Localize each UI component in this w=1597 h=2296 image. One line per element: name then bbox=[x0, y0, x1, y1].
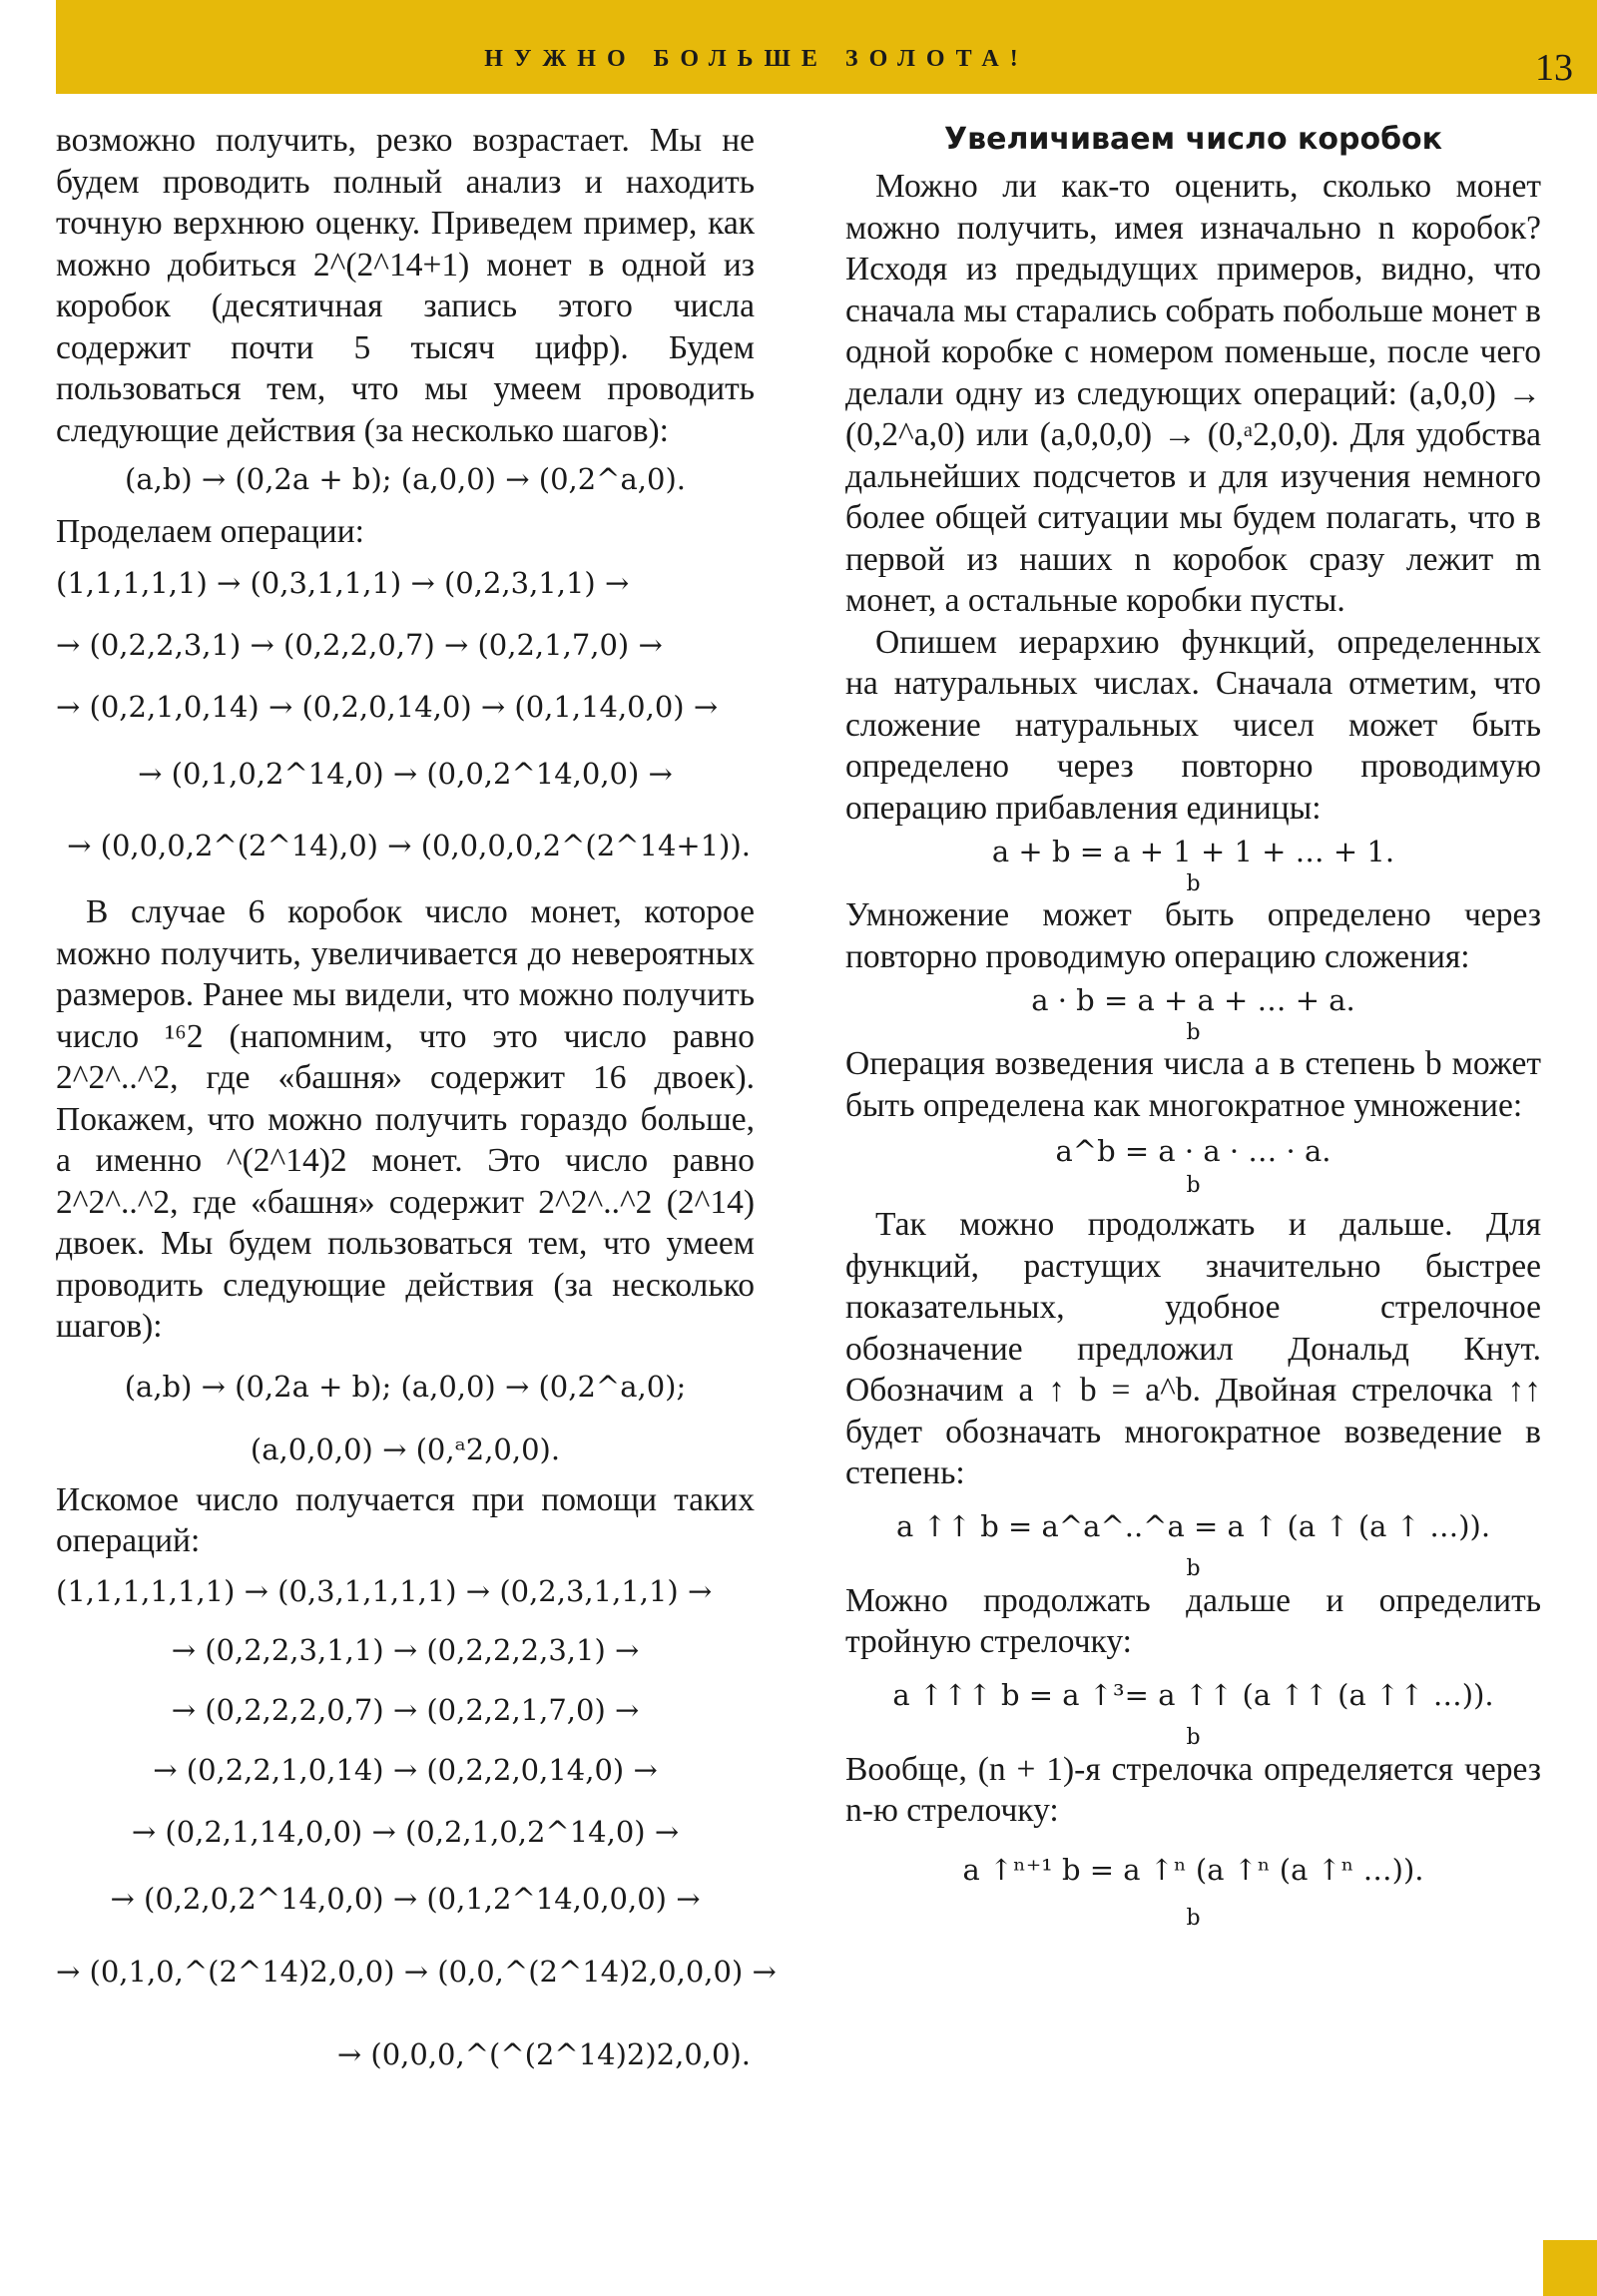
operations-formula-2: (a,b) → (0,2a + b); (a,0,0) → (0,2^a,0); bbox=[124, 1369, 687, 1404]
brace-label: b bbox=[1186, 1020, 1201, 1045]
brace-label: b bbox=[1186, 1555, 1201, 1581]
chain-line: → (0,2,2,3,1,1) → (0,2,2,2,3,1) → bbox=[171, 1632, 640, 1667]
formula-multiplication: a · b = a + a + … + a. bbox=[1031, 983, 1355, 1017]
right-paragraph-2: Опишем иерархию функций, определенных на натуральных числах. Сначала отметим, что сложение натуральных чисел может быть определено через повторно проводимую операцию прибавления единицы: bbox=[845, 623, 1541, 827]
chain-line: → (0,2,2,2,0,7) → (0,2,2,1,7,0) → bbox=[171, 1692, 640, 1727]
formula-addition: a + b = a + 1 + 1 + … + 1. bbox=[991, 835, 1395, 868]
left-paragraph-1: возможно получить, резко возрастает. Мы не будем проводить полный анализ и находить точную верхнюю оценку. Приведем пример, как можно добиться 2^(2^14+1) монет в одной из коробок (десятичная запись этого числа содержит почти 5 тысяч цифр). Будем пользоваться тем, что мы умеем проводить следующие действия (за несколько шагов): bbox=[56, 122, 755, 449]
left-paragraph-3: В случае 6 коробок число монет, которое можно получить, увеличивается до невероятных размеров. Ранее мы видели, что можно получить число ¹⁶2 (напомним, что это число равно 2^2^..^2, где «башня» содержит 16 двоек). Покажем, что можно получить гораздо больше, а именно ^(2^14)2 монет. Это число равно 2^2^..^2, где «башня» содержит 2^2^..^2 (2^14) двоек. Мы будем пользоваться тем, что умеем проводить следующие действия (за несколько шагов): bbox=[56, 893, 755, 1345]
chain-line: (1,1,1,1,1) → (0,3,1,1,1) → (0,2,3,1,1) → bbox=[56, 566, 630, 600]
chain-line: → (0,2,1,0,14) → (0,2,0,14,0) → (0,1,14,0,0) → bbox=[56, 690, 719, 724]
right-paragraph-1: Можно ли как-то оценить, сколько монет можно получить, имея изначально n коробок? Исходя из предыдущих примеров, видно, что сначала мы старались собрать побольше монет в одной коробке с номером поменьше, после чего делали одну из следующих операций: (a,0,0) → (0,2^a,0) или (a,0,0,0) → (0,ᵃ2,0,0). Для удобства дальнейших подсчетов и для изучения немного более общей ситуации мы будем полагать, что в первой из наших n коробок сразу лежит m монет, а остальные коробки пусты. bbox=[845, 168, 1541, 619]
operations-formula-3: (a,0,0,0) → (0,ᵃ2,0,0). bbox=[250, 1432, 561, 1466]
left-paragraph-4: Искомое число получается при помощи таких операций: bbox=[56, 1480, 755, 1559]
chain-line: → (0,2,2,1,0,14) → (0,2,2,0,14,0) → bbox=[153, 1752, 658, 1787]
brace-label: b bbox=[1186, 871, 1201, 896]
chain-line: → (0,1,0,^(2^14)2,0,0) → (0,0,^(2^14)2,0,0,0) → bbox=[56, 1954, 777, 1989]
page-number: 13 bbox=[1535, 47, 1573, 89]
brace-label: b bbox=[1186, 1173, 1201, 1198]
corner-tab bbox=[1543, 2240, 1597, 2296]
brace-label: b bbox=[1186, 1905, 1201, 1931]
section-heading: Увеличиваем число коробок bbox=[943, 122, 1442, 157]
formula-double-arrow: a ↑↑ b = a^a^..^a = a ↑ (a ↑ (a ↑ …)). bbox=[895, 1508, 1491, 1543]
right-column bbox=[845, 120, 1541, 1930]
chain-line: → (0,2,0,2^14,0,0) → (0,1,2^14,0,0,0) → bbox=[110, 1881, 701, 1916]
chain-line: → (0,2,2,3,1) → (0,2,2,0,7) → (0,2,1,7,0) → bbox=[56, 628, 663, 662]
right-paragraph-4: Операция возведения числа a в степень b может быть определена как многократное умножение: bbox=[845, 1045, 1541, 1124]
header-bar bbox=[56, 0, 1597, 94]
formula-n-arrow: a ↑ⁿ⁺¹ b = a ↑ⁿ (a ↑ⁿ (a ↑ⁿ …)). bbox=[962, 1852, 1424, 1887]
right-paragraph-6: Можно продолжать дальше и определить тройную стрелочку: bbox=[845, 1581, 1541, 1660]
right-paragraph-5: Так можно продолжать и дальше. Для функций, растущих значительно быстрее показательных, удобное стрелочное обозначение предложил Дональд Кнут. Обозначим a ↑ b = a^b. Двойная стрелочка ↑↑ будет обозначать многократное возведение в степень: bbox=[845, 1206, 1541, 1491]
operations-formula-1: (a,b) → (0,2a + b); (a,0,0) → (0,2^a,0). bbox=[125, 462, 686, 496]
right-paragraph-7: Вообще, (n + 1)-я стрелочка определяется через n-ю стрелочку: bbox=[845, 1750, 1541, 1829]
chain-line: (1,1,1,1,1,1) → (0,3,1,1,1,1) → (0,2,3,1,1,1) → bbox=[56, 1573, 713, 1608]
left-column bbox=[56, 120, 777, 2099]
formula-triple-arrow: a ↑↑↑ b = a ↑³= a ↑↑ (a ↑↑ (a ↑↑ …)). bbox=[892, 1677, 1494, 1712]
chain-line: → (0,0,0,2^(2^14),0) → (0,0,0,0,2^(2^14+1)). bbox=[67, 829, 751, 862]
left-paragraph-2: Проделаем операции: bbox=[56, 512, 364, 550]
formula-power: a^b = a · a · … · a. bbox=[1055, 1134, 1331, 1168]
running-title: НУЖНО БОЛЬШЕ ЗОЛОТА! bbox=[484, 46, 1029, 72]
chain-line: → (0,1,0,2^14,0) → (0,0,2^14,0,0) → bbox=[138, 757, 673, 791]
brace-label: b bbox=[1186, 1724, 1201, 1750]
chain-line: → (0,0,0,^(^(2^14)2)2,0,0). bbox=[336, 2036, 751, 2071]
chain-line: → (0,2,1,14,0,0) → (0,2,1,0,2^14,0) → bbox=[131, 1814, 680, 1849]
right-paragraph-3: Умножение может быть определено через повторно проводимую операцию сложения: bbox=[845, 896, 1541, 975]
